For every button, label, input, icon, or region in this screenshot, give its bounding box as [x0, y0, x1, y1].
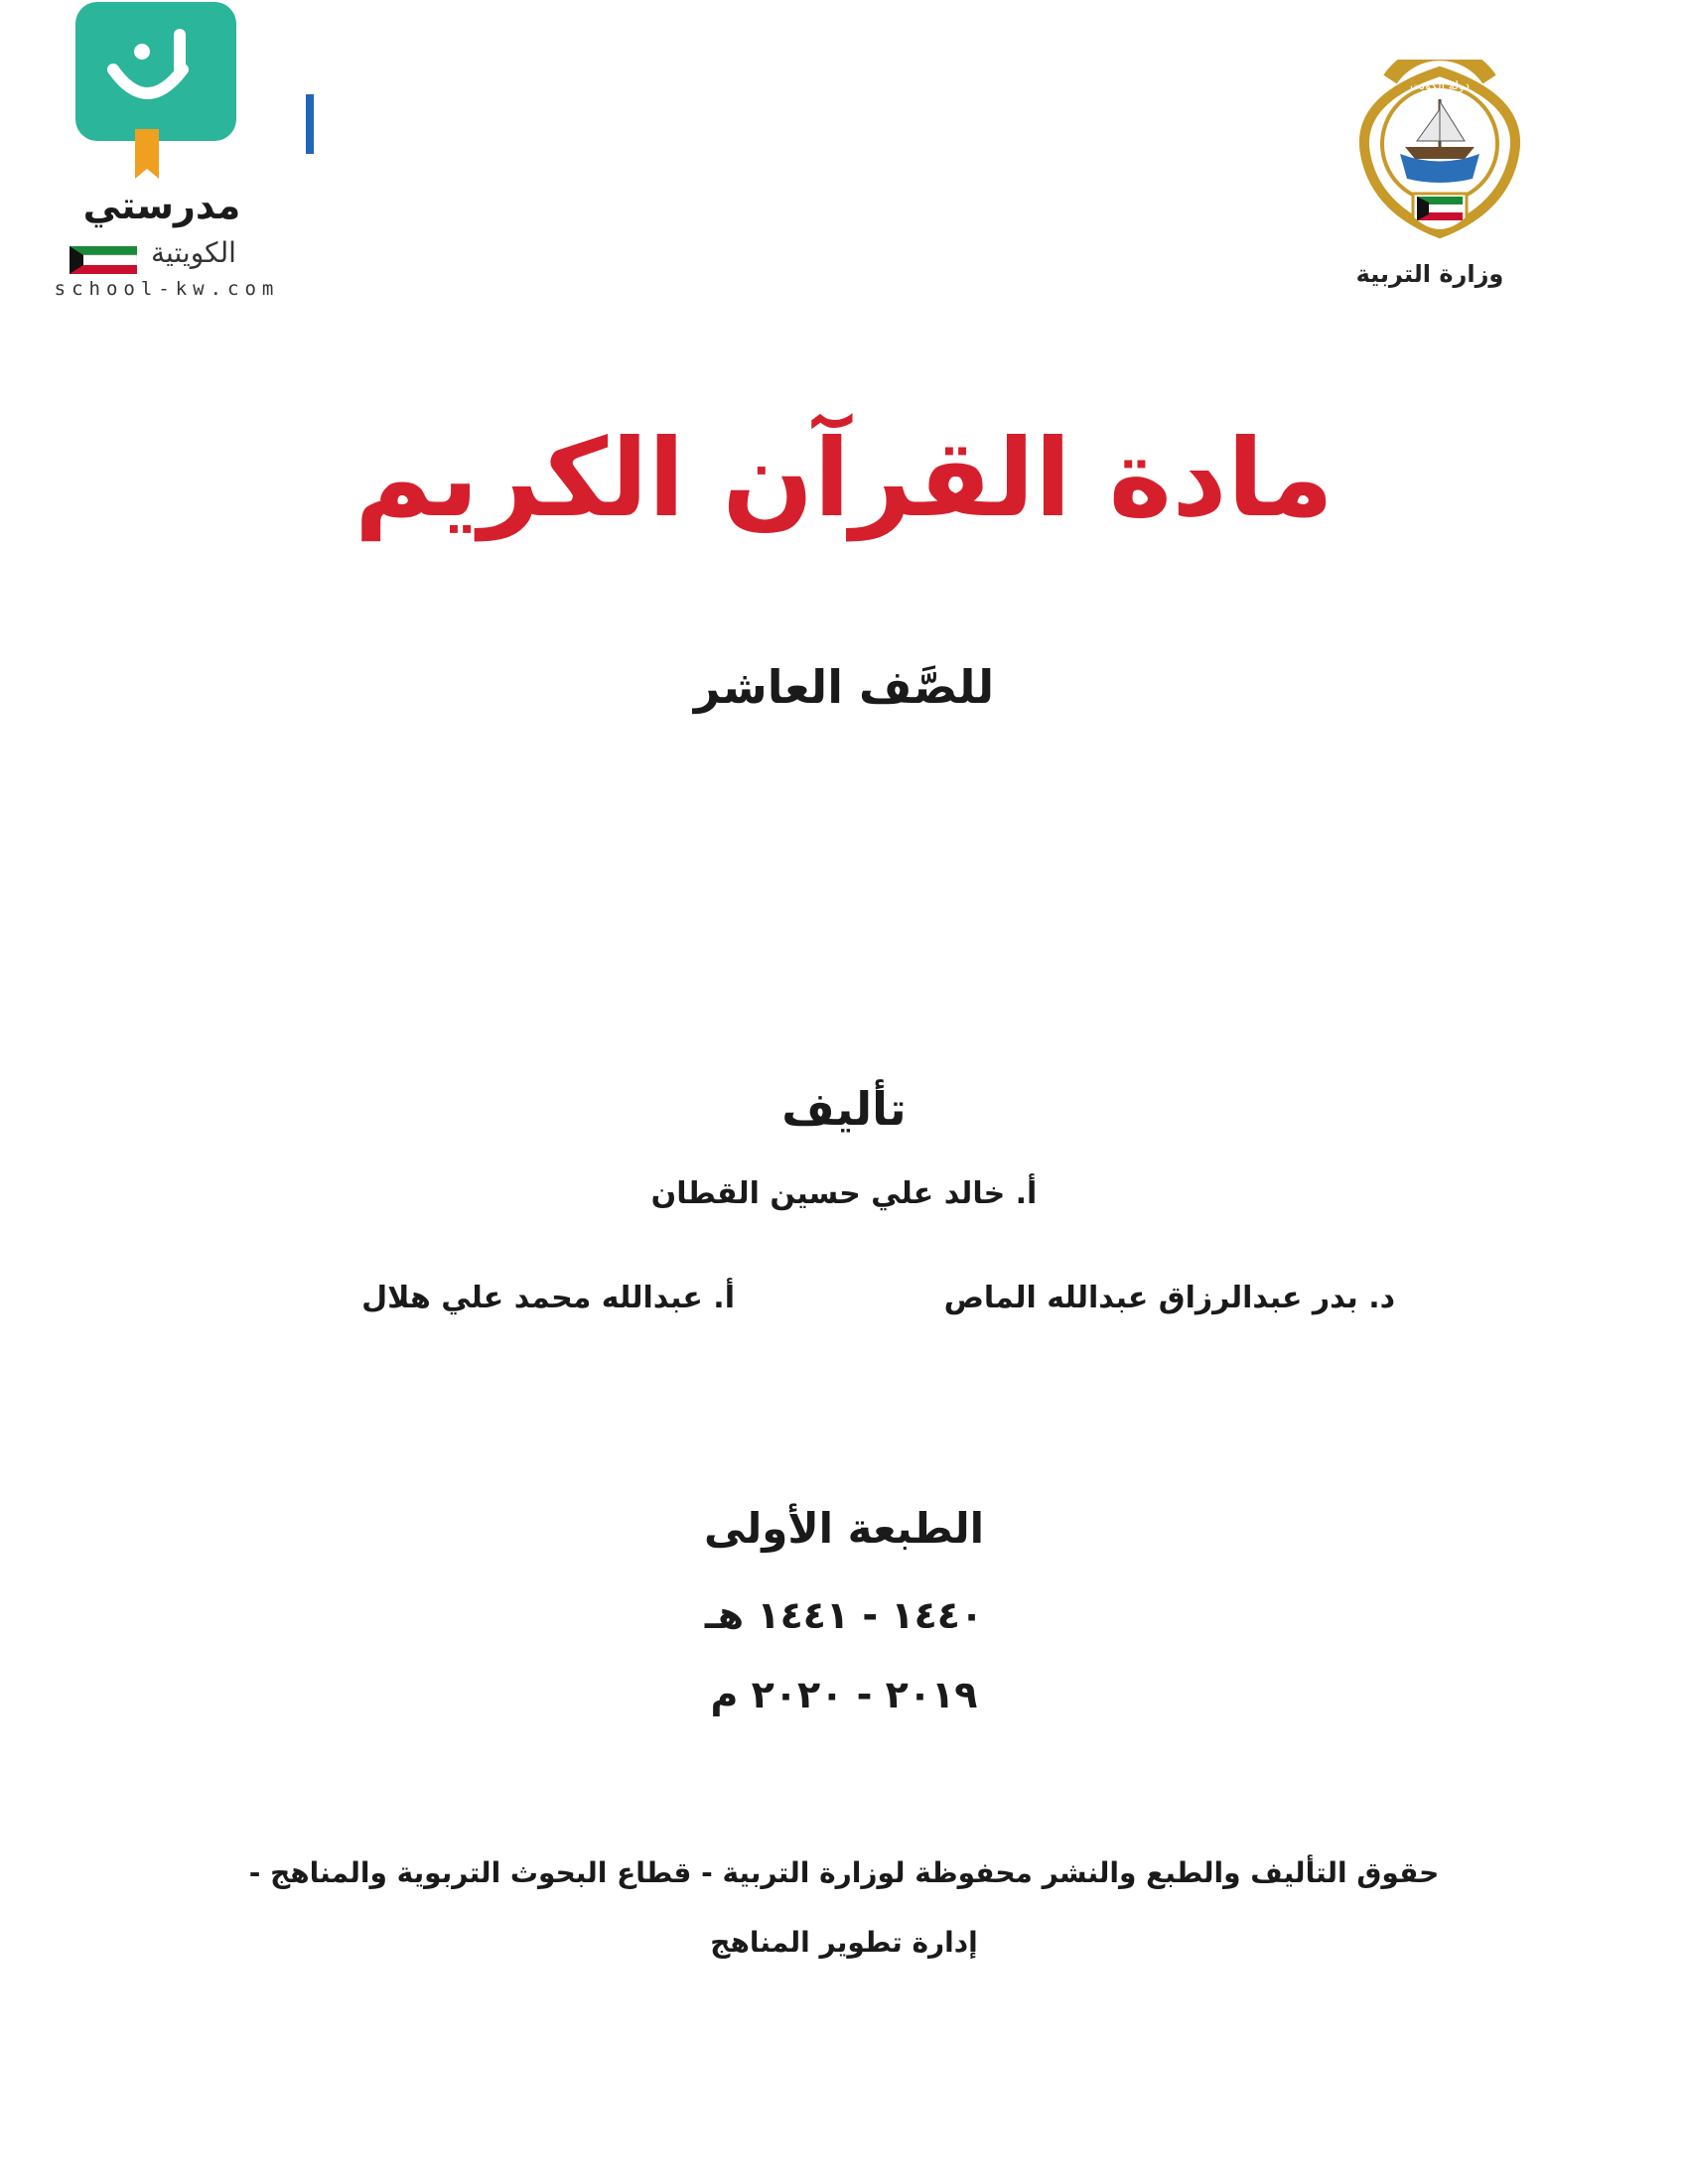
kuwait-flag-icon — [70, 246, 137, 274]
madrasati-subtitle: الكويتية — [151, 236, 236, 269]
emblem-caption: دولة الكويت — [1410, 78, 1470, 92]
copyright-notice: حقوق التأليف والطبع والنشر محفوظة لوزارة التربية - قطاع البحوث التربوية والمناهج - — [248, 1856, 1440, 1889]
author-name: د. بدر عبدالرزاق عبدالله الماص — [943, 1281, 1395, 1315]
grade-title: للصَّف العاشر — [693, 660, 995, 714]
madrasati-book-icon — [18, 0, 316, 189]
author-name: أ. خالد علي حسين القطان — [650, 1176, 1038, 1211]
copyright-department: إدارة تطوير المناهج — [710, 1926, 978, 1959]
madrasati-name: مدرستي — [82, 184, 241, 227]
madrasati-logo — [18, 0, 316, 308]
authoring-label: تأليف — [781, 1082, 907, 1136]
gregorian-years: ٢٠١٩ - ٢٠٢٠ م — [710, 1673, 978, 1716]
edition-label: الطبعة الأولى — [703, 1504, 985, 1553]
ministry-label: وزارة التربية — [1355, 260, 1504, 288]
author-name: أ. عبدالله محمد علي هلال — [361, 1281, 735, 1315]
book-title: مادة القرآن الكريم — [353, 417, 1335, 541]
hijri-years: ١٤٤٠ - ١٤٤١ هـ — [704, 1593, 984, 1637]
kuwait-emblem-icon — [1345, 60, 1534, 258]
madrasati-site: school-kw.com — [54, 278, 280, 300]
